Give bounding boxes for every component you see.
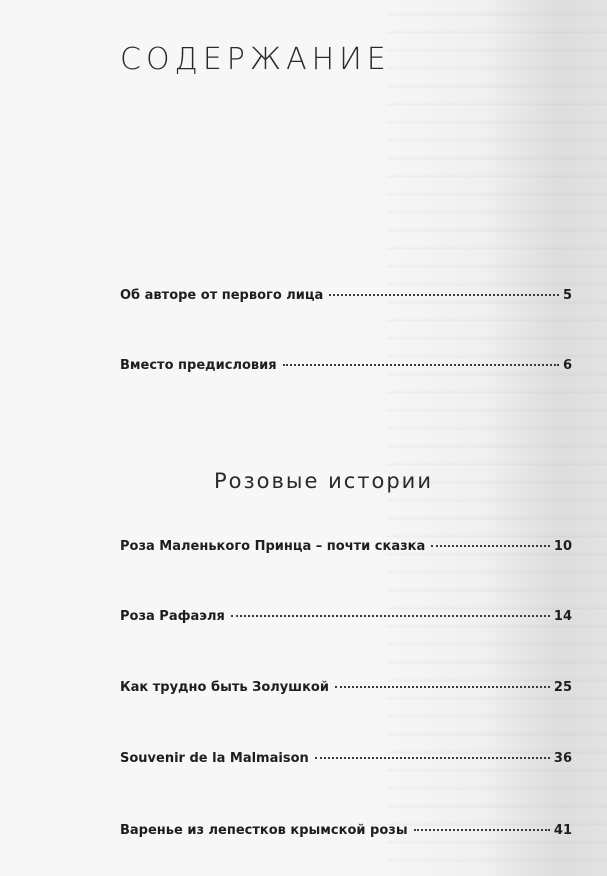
toc-entry-souvenir-malmaison[interactable] <box>120 751 572 766</box>
dot-leader <box>329 294 559 296</box>
toc-entry-label: Варенье из лепестков крымской розы <box>120 823 408 838</box>
toc-entry-label: Как трудно быть Золушкой <box>120 680 329 695</box>
toc-entry-about-author[interactable] <box>120 288 572 303</box>
section-heading: Розовые истории <box>214 469 433 493</box>
toc-entry-label: Вместо предисловия <box>120 358 277 373</box>
dot-leader <box>431 545 550 547</box>
toc-page-number: 36 <box>553 751 572 766</box>
dot-leader <box>283 364 559 366</box>
toc-entry-label: Об авторе от первого лица <box>120 288 324 303</box>
dot-leader <box>231 615 550 617</box>
dot-leader <box>414 829 550 831</box>
toc-entry-cinderella[interactable] <box>120 680 572 695</box>
dot-leader <box>315 757 550 759</box>
toc-entry-raphael-rose[interactable] <box>120 609 572 624</box>
toc-entry-label: Роза Рафаэля <box>120 609 225 624</box>
toc-entry-rose-petal-jam[interactable] <box>120 823 572 838</box>
toc-entry-label: Роза Маленького Принца – почти сказка <box>120 539 426 554</box>
page-bleed-through <box>387 0 607 876</box>
page-title: СОДЕРЖАНИЕ <box>120 42 391 77</box>
toc-page-number: 5 <box>562 288 572 303</box>
toc-page-number: 10 <box>553 539 572 554</box>
toc-page-number: 6 <box>562 358 572 373</box>
dot-leader <box>335 686 550 688</box>
toc-page-number: 25 <box>553 680 572 695</box>
toc-page-number: 14 <box>553 609 572 624</box>
toc-entry-label: Souvenir de la Malmaison <box>120 751 309 766</box>
toc-page-number: 41 <box>553 823 572 838</box>
toc-entry-preface[interactable] <box>120 358 572 373</box>
toc-entry-little-prince-rose[interactable] <box>120 539 572 554</box>
